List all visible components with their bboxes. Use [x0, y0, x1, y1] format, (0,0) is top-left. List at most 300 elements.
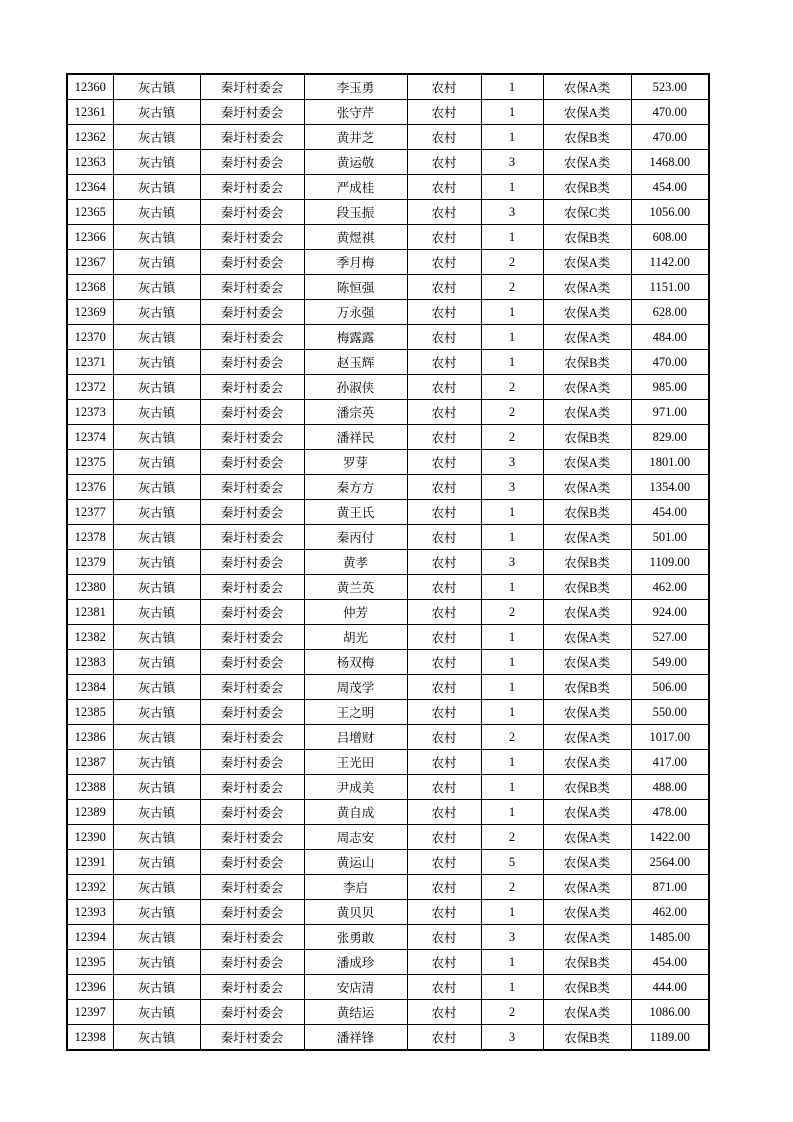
cell-town: 灰古镇 [113, 225, 200, 250]
cell-town: 灰古镇 [113, 525, 200, 550]
cell-insurance-category: 农保A类 [543, 250, 631, 275]
cell-town: 灰古镇 [113, 400, 200, 425]
cell-amount: 488.00 [631, 775, 709, 800]
cell-name: 黄结运 [304, 1000, 407, 1025]
table-row [67, 425, 709, 450]
cell-id: 12375 [67, 450, 113, 475]
cell-insurance-category: 农保A类 [543, 475, 631, 500]
table-row [67, 825, 709, 850]
cell-amount: 1109.00 [631, 550, 709, 575]
cell-insurance-category: 农保B类 [543, 500, 631, 525]
cell-person-count: 2 [481, 425, 543, 450]
cell-residence-type: 农村 [407, 775, 481, 800]
cell-town: 灰古镇 [113, 375, 200, 400]
cell-name: 万永强 [304, 300, 407, 325]
cell-village-committee: 秦圩村委会 [200, 875, 304, 900]
cell-residence-type: 农村 [407, 74, 481, 100]
cell-name: 尹成美 [304, 775, 407, 800]
cell-residence-type: 农村 [407, 250, 481, 275]
cell-residence-type: 农村 [407, 675, 481, 700]
cell-insurance-category: 农保A类 [543, 74, 631, 100]
table-row [67, 650, 709, 675]
cell-amount: 628.00 [631, 300, 709, 325]
cell-amount: 454.00 [631, 175, 709, 200]
cell-id: 12388 [67, 775, 113, 800]
cell-insurance-category: 农保A类 [543, 625, 631, 650]
cell-id: 12371 [67, 350, 113, 375]
cell-id: 12373 [67, 400, 113, 425]
cell-insurance-category: 农保A类 [543, 525, 631, 550]
cell-amount: 1485.00 [631, 925, 709, 950]
cell-town: 灰古镇 [113, 125, 200, 150]
cell-name: 黄王氏 [304, 500, 407, 525]
table-row [67, 800, 709, 825]
cell-town: 灰古镇 [113, 825, 200, 850]
cell-residence-type: 农村 [407, 1000, 481, 1025]
cell-amount: 550.00 [631, 700, 709, 725]
cell-person-count: 3 [481, 925, 543, 950]
cell-id: 12383 [67, 650, 113, 675]
cell-residence-type: 农村 [407, 200, 481, 225]
cell-insurance-category: 农保A类 [543, 875, 631, 900]
cell-amount: 1086.00 [631, 1000, 709, 1025]
cell-name: 周志安 [304, 825, 407, 850]
cell-insurance-category: 农保B类 [543, 125, 631, 150]
cell-village-committee: 秦圩村委会 [200, 125, 304, 150]
table-row [67, 625, 709, 650]
table-row [67, 775, 709, 800]
cell-residence-type: 农村 [407, 600, 481, 625]
cell-amount: 985.00 [631, 375, 709, 400]
cell-name: 季月梅 [304, 250, 407, 275]
cell-insurance-category: 农保B类 [543, 575, 631, 600]
cell-amount: 924.00 [631, 600, 709, 625]
cell-id: 12382 [67, 625, 113, 650]
cell-residence-type: 农村 [407, 1025, 481, 1051]
cell-insurance-category: 农保B类 [543, 175, 631, 200]
cell-id: 12385 [67, 700, 113, 725]
cell-person-count: 1 [481, 975, 543, 1000]
cell-village-committee: 秦圩村委会 [200, 375, 304, 400]
cell-amount: 470.00 [631, 350, 709, 375]
cell-amount: 454.00 [631, 950, 709, 975]
cell-town: 灰古镇 [113, 975, 200, 1000]
table-row [67, 550, 709, 575]
cell-amount: 462.00 [631, 575, 709, 600]
cell-insurance-category: 农保A类 [543, 400, 631, 425]
table-row [67, 925, 709, 950]
cell-amount: 523.00 [631, 74, 709, 100]
table-row [67, 475, 709, 500]
cell-village-committee: 秦圩村委会 [200, 925, 304, 950]
cell-town: 灰古镇 [113, 875, 200, 900]
cell-id: 12380 [67, 575, 113, 600]
cell-residence-type: 农村 [407, 425, 481, 450]
cell-id: 12390 [67, 825, 113, 850]
cell-amount: 470.00 [631, 125, 709, 150]
cell-id: 12365 [67, 200, 113, 225]
table-row [67, 675, 709, 700]
cell-name: 杨双梅 [304, 650, 407, 675]
cell-name: 潘成珍 [304, 950, 407, 975]
cell-residence-type: 农村 [407, 925, 481, 950]
cell-town: 灰古镇 [113, 925, 200, 950]
cell-residence-type: 农村 [407, 175, 481, 200]
cell-residence-type: 农村 [407, 525, 481, 550]
cell-insurance-category: 农保A类 [543, 825, 631, 850]
cell-name: 黄井芝 [304, 125, 407, 150]
cell-person-count: 2 [481, 600, 543, 625]
cell-residence-type: 农村 [407, 350, 481, 375]
cell-village-committee: 秦圩村委会 [200, 525, 304, 550]
cell-town: 灰古镇 [113, 750, 200, 775]
cell-village-committee: 秦圩村委会 [200, 350, 304, 375]
cell-village-committee: 秦圩村委会 [200, 450, 304, 475]
cell-person-count: 1 [481, 950, 543, 975]
cell-name: 潘祥民 [304, 425, 407, 450]
cell-town: 灰古镇 [113, 350, 200, 375]
cell-amount: 2564.00 [631, 850, 709, 875]
cell-residence-type: 农村 [407, 575, 481, 600]
cell-insurance-category: 农保B类 [543, 675, 631, 700]
cell-id: 12394 [67, 925, 113, 950]
cell-name: 陈恒强 [304, 275, 407, 300]
table-row [67, 450, 709, 475]
cell-insurance-category: 农保A类 [543, 325, 631, 350]
cell-person-count: 1 [481, 650, 543, 675]
cell-residence-type: 农村 [407, 625, 481, 650]
cell-residence-type: 农村 [407, 500, 481, 525]
cell-village-committee: 秦圩村委会 [200, 550, 304, 575]
cell-amount: 1189.00 [631, 1025, 709, 1051]
cell-residence-type: 农村 [407, 100, 481, 125]
cell-insurance-category: 农保A类 [543, 1000, 631, 1025]
cell-amount: 1801.00 [631, 450, 709, 475]
cell-amount: 829.00 [631, 425, 709, 450]
cell-village-committee: 秦圩村委会 [200, 600, 304, 625]
cell-amount: 484.00 [631, 325, 709, 350]
cell-residence-type: 农村 [407, 150, 481, 175]
cell-town: 灰古镇 [113, 900, 200, 925]
table-row [67, 375, 709, 400]
cell-village-committee: 秦圩村委会 [200, 775, 304, 800]
cell-person-count: 2 [481, 725, 543, 750]
payment-table [66, 73, 710, 1051]
cell-village-committee: 秦圩村委会 [200, 975, 304, 1000]
table-row [67, 125, 709, 150]
cell-person-count: 1 [481, 575, 543, 600]
cell-insurance-category: 农保A类 [543, 100, 631, 125]
cell-amount: 478.00 [631, 800, 709, 825]
cell-town: 灰古镇 [113, 1000, 200, 1025]
cell-id: 12381 [67, 600, 113, 625]
cell-amount: 1422.00 [631, 825, 709, 850]
cell-village-committee: 秦圩村委会 [200, 625, 304, 650]
cell-town: 灰古镇 [113, 74, 200, 100]
cell-residence-type: 农村 [407, 650, 481, 675]
cell-residence-type: 农村 [407, 550, 481, 575]
cell-id: 12374 [67, 425, 113, 450]
cell-residence-type: 农村 [407, 325, 481, 350]
cell-name: 黄运敬 [304, 150, 407, 175]
cell-town: 灰古镇 [113, 950, 200, 975]
table-row [67, 250, 709, 275]
cell-residence-type: 农村 [407, 400, 481, 425]
cell-village-committee: 秦圩村委会 [200, 900, 304, 925]
cell-insurance-category: 农保A类 [543, 300, 631, 325]
cell-person-count: 1 [481, 675, 543, 700]
cell-name: 李玉勇 [304, 74, 407, 100]
cell-person-count: 1 [481, 225, 543, 250]
cell-id: 12377 [67, 500, 113, 525]
cell-town: 灰古镇 [113, 650, 200, 675]
cell-amount: 871.00 [631, 875, 709, 900]
cell-id: 12369 [67, 300, 113, 325]
cell-village-committee: 秦圩村委会 [200, 700, 304, 725]
table-row [67, 900, 709, 925]
cell-village-committee: 秦圩村委会 [200, 275, 304, 300]
cell-town: 灰古镇 [113, 450, 200, 475]
cell-village-committee: 秦圩村委会 [200, 425, 304, 450]
cell-name: 胡光 [304, 625, 407, 650]
cell-residence-type: 农村 [407, 475, 481, 500]
cell-name: 梅露露 [304, 325, 407, 350]
table-row [67, 525, 709, 550]
cell-town: 灰古镇 [113, 725, 200, 750]
cell-insurance-category: 农保A类 [543, 650, 631, 675]
cell-amount: 506.00 [631, 675, 709, 700]
cell-village-committee: 秦圩村委会 [200, 74, 304, 100]
cell-id: 12361 [67, 100, 113, 125]
cell-id: 12393 [67, 900, 113, 925]
cell-amount: 444.00 [631, 975, 709, 1000]
cell-person-count: 1 [481, 800, 543, 825]
cell-id: 12372 [67, 375, 113, 400]
cell-id: 12378 [67, 525, 113, 550]
cell-town: 灰古镇 [113, 200, 200, 225]
cell-town: 灰古镇 [113, 775, 200, 800]
cell-id: 12362 [67, 125, 113, 150]
cell-village-committee: 秦圩村委会 [200, 100, 304, 125]
cell-id: 12392 [67, 875, 113, 900]
cell-town: 灰古镇 [113, 575, 200, 600]
cell-insurance-category: 农保A类 [543, 800, 631, 825]
cell-name: 黄运山 [304, 850, 407, 875]
cell-village-committee: 秦圩村委会 [200, 675, 304, 700]
cell-person-count: 3 [481, 550, 543, 575]
cell-person-count: 1 [481, 325, 543, 350]
cell-village-committee: 秦圩村委会 [200, 1000, 304, 1025]
cell-id: 12386 [67, 725, 113, 750]
cell-town: 灰古镇 [113, 175, 200, 200]
cell-village-committee: 秦圩村委会 [200, 225, 304, 250]
cell-person-count: 1 [481, 125, 543, 150]
cell-person-count: 3 [481, 150, 543, 175]
cell-person-count: 1 [481, 500, 543, 525]
cell-name: 黄煜祺 [304, 225, 407, 250]
cell-name: 黄孝 [304, 550, 407, 575]
cell-residence-type: 农村 [407, 700, 481, 725]
table-row [67, 500, 709, 525]
cell-name: 罗芽 [304, 450, 407, 475]
cell-village-committee: 秦圩村委会 [200, 250, 304, 275]
cell-name: 王之明 [304, 700, 407, 725]
cell-residence-type: 农村 [407, 975, 481, 1000]
cell-village-committee: 秦圩村委会 [200, 950, 304, 975]
table-row [67, 600, 709, 625]
cell-insurance-category: 农保B类 [543, 225, 631, 250]
cell-town: 灰古镇 [113, 475, 200, 500]
cell-person-count: 1 [481, 100, 543, 125]
cell-amount: 608.00 [631, 225, 709, 250]
cell-residence-type: 农村 [407, 850, 481, 875]
cell-insurance-category: 农保B类 [543, 350, 631, 375]
cell-village-committee: 秦圩村委会 [200, 175, 304, 200]
cell-name: 仲芳 [304, 600, 407, 625]
cell-town: 灰古镇 [113, 600, 200, 625]
cell-person-count: 3 [481, 450, 543, 475]
cell-town: 灰古镇 [113, 100, 200, 125]
cell-insurance-category: 农保A类 [543, 925, 631, 950]
cell-id: 12389 [67, 800, 113, 825]
cell-name: 吕增财 [304, 725, 407, 750]
cell-amount: 1056.00 [631, 200, 709, 225]
cell-residence-type: 农村 [407, 950, 481, 975]
cell-insurance-category: 农保A类 [543, 150, 631, 175]
cell-amount: 417.00 [631, 750, 709, 775]
cell-amount: 549.00 [631, 650, 709, 675]
cell-name: 赵玉辉 [304, 350, 407, 375]
cell-village-committee: 秦圩村委会 [200, 300, 304, 325]
cell-village-committee: 秦圩村委会 [200, 825, 304, 850]
table-row [67, 175, 709, 200]
cell-insurance-category: 农保A类 [543, 700, 631, 725]
cell-id: 12370 [67, 325, 113, 350]
table-row [67, 300, 709, 325]
cell-name: 潘祥锋 [304, 1025, 407, 1051]
table-row [67, 875, 709, 900]
cell-amount: 1142.00 [631, 250, 709, 275]
cell-town: 灰古镇 [113, 250, 200, 275]
cell-residence-type: 农村 [407, 125, 481, 150]
cell-name: 张勇敢 [304, 925, 407, 950]
table-row [67, 975, 709, 1000]
cell-person-count: 2 [481, 375, 543, 400]
cell-town: 灰古镇 [113, 1025, 200, 1051]
cell-person-count: 2 [481, 275, 543, 300]
cell-village-committee: 秦圩村委会 [200, 1025, 304, 1051]
cell-name: 王光田 [304, 750, 407, 775]
cell-id: 12398 [67, 1025, 113, 1051]
cell-village-committee: 秦圩村委会 [200, 475, 304, 500]
cell-person-count: 2 [481, 825, 543, 850]
table-row [67, 575, 709, 600]
cell-name: 黄自成 [304, 800, 407, 825]
table-row [67, 325, 709, 350]
cell-village-committee: 秦圩村委会 [200, 575, 304, 600]
cell-town: 灰古镇 [113, 325, 200, 350]
cell-town: 灰古镇 [113, 275, 200, 300]
cell-person-count: 3 [481, 200, 543, 225]
cell-town: 灰古镇 [113, 675, 200, 700]
cell-person-count: 3 [481, 475, 543, 500]
cell-amount: 454.00 [631, 500, 709, 525]
cell-person-count: 3 [481, 1025, 543, 1051]
cell-village-committee: 秦圩村委会 [200, 750, 304, 775]
cell-amount: 1151.00 [631, 275, 709, 300]
cell-insurance-category: 农保A类 [543, 850, 631, 875]
table-row [67, 725, 709, 750]
cell-name: 张守芹 [304, 100, 407, 125]
cell-id: 12367 [67, 250, 113, 275]
cell-name: 周茂学 [304, 675, 407, 700]
cell-id: 12391 [67, 850, 113, 875]
cell-amount: 971.00 [631, 400, 709, 425]
cell-insurance-category: 农保A类 [543, 900, 631, 925]
cell-village-committee: 秦圩村委会 [200, 150, 304, 175]
cell-insurance-category: 农保A类 [543, 725, 631, 750]
cell-person-count: 2 [481, 1000, 543, 1025]
cell-id: 12368 [67, 275, 113, 300]
cell-residence-type: 农村 [407, 725, 481, 750]
table-row [67, 150, 709, 175]
cell-name: 严成桂 [304, 175, 407, 200]
cell-person-count: 1 [481, 350, 543, 375]
cell-amount: 462.00 [631, 900, 709, 925]
cell-village-committee: 秦圩村委会 [200, 850, 304, 875]
cell-id: 12376 [67, 475, 113, 500]
cell-id: 12384 [67, 675, 113, 700]
table-row [67, 400, 709, 425]
cell-person-count: 1 [481, 175, 543, 200]
cell-village-committee: 秦圩村委会 [200, 400, 304, 425]
cell-town: 灰古镇 [113, 550, 200, 575]
cell-village-committee: 秦圩村委会 [200, 500, 304, 525]
cell-name: 潘宗英 [304, 400, 407, 425]
cell-residence-type: 农村 [407, 275, 481, 300]
cell-town: 灰古镇 [113, 425, 200, 450]
cell-name: 李启 [304, 875, 407, 900]
cell-amount: 527.00 [631, 625, 709, 650]
table-row [67, 275, 709, 300]
cell-insurance-category: 农保C类 [543, 200, 631, 225]
cell-id: 12379 [67, 550, 113, 575]
cell-name: 安店清 [304, 975, 407, 1000]
cell-name: 黄贝贝 [304, 900, 407, 925]
cell-person-count: 2 [481, 875, 543, 900]
cell-village-committee: 秦圩村委会 [200, 650, 304, 675]
cell-name: 秦方方 [304, 475, 407, 500]
cell-town: 灰古镇 [113, 700, 200, 725]
cell-person-count: 2 [481, 400, 543, 425]
cell-residence-type: 农村 [407, 900, 481, 925]
cell-town: 灰古镇 [113, 625, 200, 650]
cell-amount: 1354.00 [631, 475, 709, 500]
cell-residence-type: 农村 [407, 750, 481, 775]
cell-person-count: 5 [481, 850, 543, 875]
cell-residence-type: 农村 [407, 875, 481, 900]
cell-person-count: 1 [481, 775, 543, 800]
cell-insurance-category: 农保A类 [543, 450, 631, 475]
cell-village-committee: 秦圩村委会 [200, 800, 304, 825]
cell-insurance-category: 农保A类 [543, 375, 631, 400]
cell-residence-type: 农村 [407, 375, 481, 400]
cell-village-committee: 秦圩村委会 [200, 200, 304, 225]
cell-id: 12395 [67, 950, 113, 975]
table-row [67, 750, 709, 775]
table-body [67, 74, 709, 1050]
cell-id: 12387 [67, 750, 113, 775]
